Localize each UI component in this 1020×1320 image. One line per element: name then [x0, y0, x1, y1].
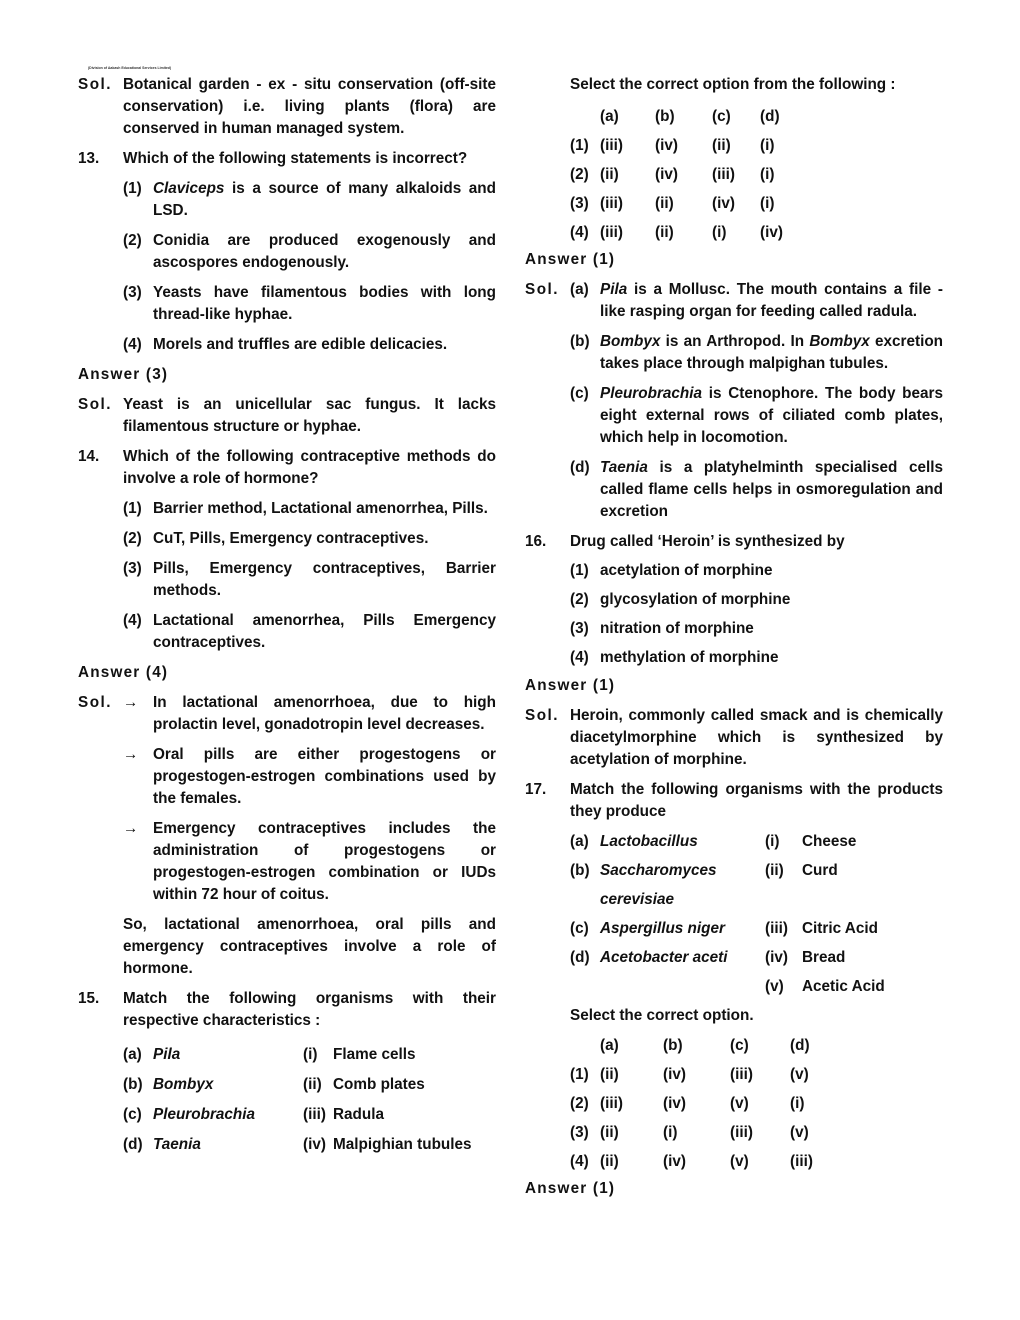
answer-14: Answer (4) — [78, 664, 169, 681]
question-16 — [525, 531, 943, 553]
col-header: (d) — [790, 1036, 810, 1054]
options-table-17 — [570, 1031, 943, 1176]
cell: (ii) — [655, 223, 674, 241]
col-header: (c) — [730, 1036, 749, 1054]
species-name: Pleurobrachia — [600, 385, 703, 402]
option-text: CuT, Pills, Emergency contraceptives. — [153, 530, 429, 547]
characteristic: Flame cells — [333, 1046, 416, 1063]
cell: (iii) — [600, 1094, 623, 1112]
sol-text — [600, 457, 943, 523]
characteristic: Malpighian tubules — [333, 1136, 472, 1153]
option-row — [570, 1147, 943, 1176]
cell: (i) — [760, 194, 775, 212]
question-text: Which of the following contraceptive methods do involve a role of hormone? — [123, 448, 496, 487]
row-numeral: (iii) — [765, 919, 788, 937]
match-row — [570, 943, 943, 972]
options-table-15 — [570, 102, 943, 247]
option-number: (1) — [570, 1065, 589, 1083]
cell: (v) — [790, 1123, 809, 1141]
option-row — [570, 218, 943, 247]
select-prompt-17: Select the correct option. — [570, 1007, 754, 1024]
question-number: 16. — [525, 533, 547, 550]
col-header: (d) — [760, 107, 780, 125]
option-number: (1) — [570, 136, 589, 154]
answer-17: Answer (1) — [525, 1180, 616, 1197]
option-number: (3) — [570, 194, 589, 212]
sol-text — [600, 331, 943, 375]
match-row — [570, 972, 943, 1001]
row-numeral: (ii) — [303, 1076, 322, 1093]
col-header: (a) — [600, 1036, 619, 1054]
question-text: Which of the following statements is incorrect? — [123, 150, 468, 167]
question-text: Match the following organisms with the products they produce — [570, 781, 943, 820]
match-row — [123, 1070, 496, 1100]
cell: (i) — [663, 1123, 678, 1141]
sol-label: Sol. — [525, 707, 560, 724]
row-label: (d) — [570, 948, 590, 966]
row-label: (b) — [123, 1076, 143, 1093]
text-run: is a platyhelminth specialised cells called flame cells helps in osmoregulation and excretion — [600, 459, 943, 520]
option-text: Lactational amenorrhea, Pills Emergency contraceptives. — [153, 612, 496, 651]
match-row — [570, 885, 943, 914]
match-row — [123, 1100, 496, 1130]
cell: (iii) — [600, 223, 623, 241]
organism: Taenia — [153, 1136, 201, 1153]
point-label: (d) — [570, 459, 590, 476]
organism: Pila — [153, 1046, 181, 1063]
sol-text: Yeast is an unicellular sac fungus. It lacks filamentous structure or hyphae. — [123, 396, 496, 435]
option — [570, 618, 943, 640]
option-text: glycosylation of morphine — [600, 591, 791, 608]
text-run: is a Mollusc. The mouth contains a file - like rasping organ for feeding called radula. — [600, 281, 943, 320]
row-label: (c) — [570, 919, 589, 937]
question-number: 15. — [78, 990, 100, 1007]
point-label: (b) — [570, 333, 590, 350]
sol-text — [600, 279, 943, 323]
cell: (iii) — [600, 194, 623, 212]
option-number: (2) — [123, 232, 142, 249]
option-row — [570, 131, 943, 160]
cell: (ii) — [600, 1065, 619, 1083]
col-header: (b) — [655, 107, 675, 125]
question-17 — [525, 779, 943, 823]
match-table-15 — [123, 1040, 496, 1160]
cell: (iv) — [655, 165, 678, 183]
option-number: (2) — [570, 165, 589, 183]
row-numeral: (ii) — [765, 861, 784, 879]
sol-point: Emergency contraceptives includes the administration of progestogens or progestogen-estrogen combination or IUDs within 72 hour of coitus. — [153, 820, 496, 903]
solution-14-point — [123, 744, 496, 810]
option-number: (3) — [570, 1123, 589, 1141]
option-body: is a source of many alkaloids and LSD. — [153, 180, 496, 219]
option-number: (3) — [570, 620, 589, 637]
option — [123, 498, 496, 520]
option — [123, 334, 496, 356]
row-label: (a) — [123, 1046, 142, 1063]
row-numeral: (v) — [765, 977, 784, 995]
options-header — [570, 1031, 943, 1060]
col-header: (a) — [600, 107, 619, 125]
solution-13 — [78, 394, 496, 438]
answer-16: Answer (1) — [525, 677, 616, 694]
option — [123, 282, 496, 326]
product: Bread — [802, 948, 846, 966]
cell: (ii) — [655, 194, 674, 212]
row-label: (d) — [123, 1136, 143, 1153]
solution-15-c — [570, 383, 943, 449]
col-header: (b) — [663, 1036, 683, 1054]
cell: (iv) — [712, 194, 735, 212]
option-number: (4) — [123, 336, 142, 353]
solution-14-point — [123, 818, 496, 906]
sol-point: Oral pills are either progestogens or progestogen-estrogen combinations used by the females. — [153, 746, 496, 807]
species-name: Pila — [600, 281, 628, 298]
match-row — [123, 1130, 496, 1160]
product: Curd — [802, 861, 838, 879]
question-13 — [78, 148, 496, 170]
row-numeral: (i) — [303, 1046, 318, 1063]
publisher-note: (Division of Aakash Educational Services Limited) — [88, 66, 172, 70]
product: Citric Acid — [802, 919, 878, 937]
cell: (ii) — [600, 165, 619, 183]
sol-text — [600, 383, 943, 449]
option-text — [153, 178, 496, 222]
option — [123, 528, 496, 550]
option-number: (4) — [570, 1152, 589, 1170]
row-label: (b) — [570, 861, 590, 879]
cell: (iii) — [790, 1152, 813, 1170]
match-row — [570, 914, 943, 943]
species-name: Bombyx — [600, 333, 661, 350]
option — [123, 610, 496, 654]
organism: Aspergillus niger — [600, 919, 725, 937]
option-number: (1) — [570, 562, 589, 579]
option-text: Yeasts have filamentous bodies with long thread-like hyphae. — [153, 284, 496, 323]
col-header: (c) — [712, 107, 731, 125]
cell: (iv) — [663, 1152, 686, 1170]
right-column — [525, 74, 943, 1200]
product: Acetic Acid — [802, 977, 885, 995]
solution-15-b — [570, 331, 943, 375]
question-text: Match the following organisms with their respective characteristics : — [123, 990, 496, 1029]
arrow-icon: → — [123, 820, 139, 837]
solution-14-conclusion — [123, 914, 496, 980]
question-number: 17. — [525, 781, 547, 798]
option-number: (3) — [123, 560, 142, 577]
point-label: (a) — [570, 281, 589, 298]
point-label: (c) — [570, 385, 589, 402]
match-row — [570, 856, 943, 885]
cell: (ii) — [600, 1152, 619, 1170]
option-text: acetylation of morphine — [600, 562, 773, 579]
arrow-icon: → — [123, 746, 139, 763]
option-row — [570, 1089, 943, 1118]
organism: Acetobacter aceti — [600, 948, 728, 966]
cell: (v) — [790, 1065, 809, 1083]
characteristic: Radula — [333, 1106, 384, 1123]
row-label: (c) — [123, 1106, 142, 1123]
left-column — [78, 74, 496, 1160]
option — [570, 589, 943, 611]
option-text: Morels and truffles are edible delicacies. — [153, 336, 448, 353]
product: Cheese — [802, 832, 857, 850]
cell: (iv) — [663, 1094, 686, 1112]
cell: (iii) — [712, 165, 735, 183]
match-row — [570, 827, 943, 856]
sol-label: Sol. — [78, 694, 113, 711]
cell: (v) — [730, 1152, 749, 1170]
sol-text: Heroin, commonly called smack and is chemically diacetylmorphine which is synthesized by acetylation of morphine. — [570, 707, 943, 768]
solution-16 — [525, 705, 943, 771]
sol-label: Sol. — [525, 281, 560, 298]
option-row — [570, 189, 943, 218]
question-number: 13. — [78, 150, 100, 167]
organism: Bombyx — [153, 1076, 214, 1093]
option-text: Conidia are produced exogenously and ascospores endogenously. — [153, 232, 496, 271]
option-number: (2) — [123, 530, 142, 547]
cell: (i) — [760, 165, 775, 183]
cell: (i) — [760, 136, 775, 154]
question-text: Drug called ‘Heroin’ is synthesized by — [570, 533, 845, 550]
match-row — [123, 1040, 496, 1070]
sol-text: Botanical garden - ex - situ conservation (off-site conservation) i.e. living plants (flora) are conserved in human managed system. — [123, 76, 496, 137]
cell: (ii) — [600, 1123, 619, 1141]
row-numeral: (iv) — [765, 948, 788, 966]
characteristic: Comb plates — [333, 1076, 425, 1093]
species-name: Bombyx — [809, 333, 870, 350]
species-name: Taenia — [600, 459, 648, 476]
arrow-icon: → — [123, 694, 139, 711]
cell: (iii) — [730, 1123, 753, 1141]
organism: cerevisiae — [600, 890, 675, 908]
row-label: (a) — [570, 832, 589, 850]
row-numeral: (iii) — [303, 1106, 326, 1123]
organism: Pleurobrachia — [153, 1106, 256, 1123]
sol-point: In lactational amenorrhoea, due to high prolactin level, gonadotropin level decreases. — [153, 694, 496, 733]
cell: (v) — [730, 1094, 749, 1112]
answer-13: Answer (3) — [78, 366, 169, 383]
cell: (iii) — [600, 136, 623, 154]
option-text: Pills, Emergency contraceptives, Barrier methods. — [153, 560, 496, 599]
option — [123, 558, 496, 602]
cell: (iv) — [663, 1065, 686, 1083]
cell: (iv) — [655, 136, 678, 154]
option-text: Barrier method, Lactational amenorrhea, Pills. — [153, 500, 488, 517]
option-number: (4) — [570, 223, 589, 241]
question-15 — [78, 988, 496, 1032]
option-text: nitration of morphine — [600, 620, 754, 637]
cell: (i) — [790, 1094, 805, 1112]
option-row — [570, 160, 943, 189]
question-number: 14. — [78, 448, 100, 465]
options-header — [570, 102, 943, 131]
sol-label: Sol. — [78, 76, 113, 93]
solution-12 — [78, 74, 496, 140]
cell: (iv) — [760, 223, 783, 241]
option-number: (1) — [123, 180, 142, 197]
question-14 — [78, 446, 496, 490]
cell: (i) — [712, 223, 727, 241]
text-run: is Ctenophore. The body bears eight external rows of ciliated comb plates, which help in locomotion. — [600, 385, 943, 446]
option-text: methylation of morphine — [600, 649, 779, 666]
organism: Saccharomyces — [600, 861, 717, 879]
option — [570, 560, 943, 582]
text-run: excretion takes place through malpighan tubules. — [600, 333, 944, 372]
solution-15-d — [570, 457, 943, 523]
sol-label: Sol. — [78, 396, 113, 413]
answer-15: Answer (1) — [525, 251, 616, 268]
match-table-17 — [570, 827, 943, 1001]
solution-15-a — [525, 279, 943, 323]
select-prompt-15: Select the correct option from the following : — [570, 76, 896, 93]
option-number: (2) — [570, 591, 589, 608]
text-run: is an Arthropod. In — [660, 333, 810, 350]
organism: Lactobacillus — [600, 832, 698, 850]
option — [123, 178, 496, 222]
species-name: Claviceps — [153, 180, 225, 197]
option-row — [570, 1118, 943, 1147]
option-row — [570, 1060, 943, 1089]
solution-14-point — [78, 692, 496, 736]
cell: (iii) — [730, 1065, 753, 1083]
option-number: (2) — [570, 1094, 589, 1112]
option — [570, 647, 943, 669]
option-number: (4) — [570, 649, 589, 666]
sol-text: So, lactational amenorrhoea, oral pills and emergency contraceptives involve a role of hormone. — [123, 916, 496, 977]
option-number: (3) — [123, 284, 142, 301]
option — [123, 230, 496, 274]
option-number: (1) — [123, 500, 142, 517]
row-numeral: (i) — [765, 832, 780, 850]
row-numeral: (iv) — [303, 1136, 326, 1153]
option-number: (4) — [123, 612, 142, 629]
cell: (ii) — [712, 136, 731, 154]
